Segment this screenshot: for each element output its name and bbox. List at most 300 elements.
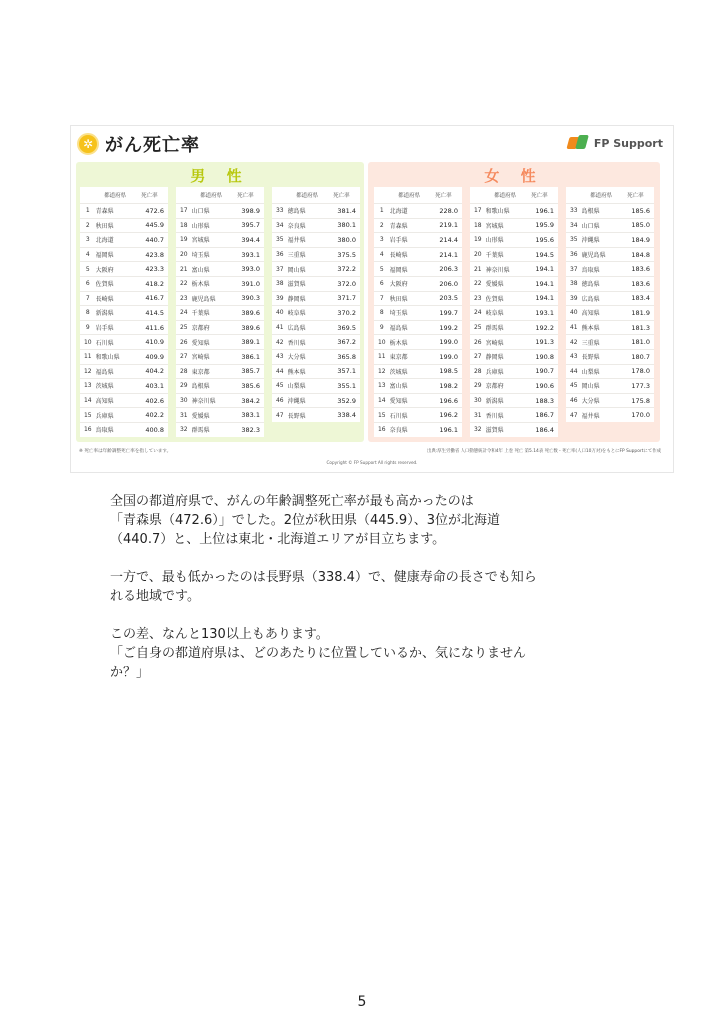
prefecture-cell: 石川県: [389, 412, 408, 420]
rank-cell: 9: [379, 324, 384, 332]
prefecture-cell: 茨城県: [95, 383, 114, 391]
table-row: [272, 393, 360, 408]
table-row: [470, 422, 558, 437]
rate-cell: 393.0: [241, 265, 260, 274]
prefecture-cell: 埼玉県: [191, 252, 210, 260]
rank-cell: 18: [179, 221, 188, 229]
rate-cell: 199.2: [439, 323, 458, 332]
prefecture-cell: 大分県: [287, 354, 306, 362]
rank-cell: 47: [569, 411, 578, 419]
rate-cell: 389.6: [241, 323, 260, 332]
rate-cell: 391.0: [241, 279, 260, 288]
table-row: [176, 393, 264, 408]
table-row: [566, 364, 654, 379]
rank-cell: 21: [179, 265, 188, 273]
prefecture-cell: 奈良県: [287, 222, 306, 230]
rank-cell: 35: [569, 236, 578, 244]
table-row: [272, 349, 360, 364]
rate-cell: 184.9: [631, 235, 650, 244]
prefecture-cell: 福井県: [287, 237, 306, 245]
rate-cell: 214.4: [439, 235, 458, 244]
rank-cell: 20: [179, 251, 188, 259]
table-row: [470, 291, 558, 306]
prefecture-cell: 山梨県: [581, 368, 600, 376]
fp-support-logo-icon: [568, 135, 590, 151]
rate-cell: 180.7: [631, 352, 650, 361]
prefecture-cell: 山形県: [191, 222, 210, 230]
rank-cell: 40: [275, 309, 284, 317]
table-row: [374, 218, 462, 233]
table-row: [176, 320, 264, 335]
prefecture-cell: 茨城県: [389, 368, 408, 376]
rank-cell: 11: [83, 353, 92, 361]
table-row: [374, 422, 462, 437]
rate-cell: 423.8: [145, 250, 164, 259]
rank-cell: 13: [83, 382, 92, 390]
rank-cell: 7: [379, 294, 384, 302]
rank-cell: 31: [473, 411, 482, 419]
rank-cell: 16: [377, 426, 386, 434]
table-row: [374, 276, 462, 291]
rate-cell: 372.2: [337, 265, 356, 274]
table-row: [566, 276, 654, 291]
rank-cell: 1: [379, 207, 384, 215]
table-row: [176, 261, 264, 276]
table-row: [176, 378, 264, 393]
prefecture-cell: 栃木県: [389, 339, 408, 347]
prefecture-cell: 島根県: [191, 383, 210, 391]
rate-cell: 383.1: [241, 411, 260, 420]
rate-cell: 390.3: [241, 294, 260, 303]
table-row: [566, 247, 654, 262]
prefecture-cell: 栃木県: [191, 281, 210, 289]
rate-cell: 369.5: [337, 323, 356, 332]
rate-cell: 410.9: [145, 338, 164, 347]
table-row: [566, 291, 654, 306]
rank-cell: 44: [275, 367, 284, 375]
prefecture-cell: 徳島県: [287, 208, 306, 216]
table-row: [176, 364, 264, 379]
rate-cell: 175.8: [631, 396, 650, 405]
rate-cell: 196.2: [439, 411, 458, 420]
table-row: [176, 232, 264, 247]
prefecture-cell: 宮城県: [191, 237, 210, 245]
rate-cell: 402.6: [145, 396, 164, 405]
prefecture-cell: 青森県: [389, 222, 408, 230]
table-row: [470, 232, 558, 247]
header-pref: 都道府県: [200, 193, 223, 199]
rank-cell: 6: [85, 280, 90, 288]
header-pref: 都道府県: [104, 193, 127, 199]
prefecture-cell: 和歌山県: [485, 208, 510, 216]
prefecture-cell: 愛知県: [389, 398, 408, 406]
prefecture-cell: 福岡県: [95, 252, 114, 260]
rank-cell: 42: [275, 338, 284, 346]
header-value: 死亡率: [333, 193, 350, 199]
table-row: [272, 247, 360, 262]
female-ranking-table: [470, 187, 558, 437]
rank-cell: 41: [569, 324, 578, 332]
rate-cell: 338.4: [337, 411, 356, 420]
table-row: [272, 232, 360, 247]
prefecture-cell: 京都府: [485, 383, 504, 391]
rate-cell: 384.2: [241, 396, 260, 405]
prefecture-cell: 東京都: [191, 368, 210, 376]
rate-cell: 190.8: [535, 352, 554, 361]
rate-cell: 199.0: [439, 338, 458, 347]
prefecture-cell: 山形県: [485, 237, 504, 245]
rate-cell: 411.6: [145, 323, 164, 332]
rate-cell: 219.1: [439, 221, 458, 230]
rank-cell: 30: [473, 397, 482, 405]
table-row: [80, 364, 168, 379]
rate-cell: 389.6: [241, 308, 260, 317]
prefecture-cell: 兵庫県: [95, 412, 114, 420]
prefecture-cell: 鳥取県: [581, 266, 600, 274]
rate-cell: 398.9: [241, 206, 260, 215]
rank-cell: 3: [85, 236, 90, 244]
prefecture-cell: 千葉県: [191, 310, 210, 318]
table-row: [80, 291, 168, 306]
rank-cell: 5: [85, 265, 90, 273]
rate-cell: 195.9: [535, 221, 554, 230]
rate-cell: 181.0: [631, 338, 650, 347]
table-row: [80, 203, 168, 218]
prefecture-cell: 高知県: [95, 398, 114, 406]
rate-cell: 400.8: [145, 425, 164, 434]
prefecture-cell: 佐賀県: [95, 281, 114, 289]
male-panel: [76, 162, 364, 442]
table-row: [374, 305, 462, 320]
rank-cell: 11: [377, 353, 386, 361]
table-row: [272, 364, 360, 379]
table-row: [272, 261, 360, 276]
table-header-row: [272, 187, 360, 203]
table-row: [80, 305, 168, 320]
prefecture-cell: 岩手県: [95, 325, 114, 333]
prefecture-cell: 福島県: [95, 368, 114, 376]
table-row: [470, 320, 558, 335]
prefecture-cell: 鹿児島県: [191, 295, 216, 303]
rank-cell: 34: [275, 221, 284, 229]
rate-cell: 185.6: [631, 206, 650, 215]
brand-name: FP Support: [593, 136, 663, 150]
rate-cell: 381.4: [337, 206, 356, 215]
rank-cell: 12: [377, 367, 386, 375]
rate-cell: 181.9: [631, 308, 650, 317]
rank-cell: 43: [569, 353, 578, 361]
table-header-row: [374, 187, 462, 203]
body-line: 全国の都道府県で、がんの年齢調整死亡率が最も高かったのは: [110, 494, 474, 509]
table-row: [272, 334, 360, 349]
rate-cell: 190.7: [535, 367, 554, 376]
prefecture-cell: 石川県: [95, 339, 114, 347]
table-row: [374, 378, 462, 393]
rate-cell: 370.2: [337, 308, 356, 317]
header-value: 死亡率: [531, 193, 548, 199]
header-pref: 都道府県: [494, 193, 517, 199]
prefecture-cell: 大阪府: [389, 281, 408, 289]
rank-cell: 38: [569, 280, 578, 288]
rate-cell: 380.0: [337, 235, 356, 244]
rank-cell: 27: [473, 353, 482, 361]
header-pref: 都道府県: [590, 193, 613, 199]
rank-cell: 6: [379, 280, 384, 288]
rank-cell: 2: [379, 221, 384, 229]
rank-cell: 23: [473, 294, 482, 302]
prefecture-cell: 埼玉県: [389, 310, 408, 318]
male-ranking-table: [176, 187, 264, 437]
table-row: [80, 393, 168, 408]
table-row: [374, 407, 462, 422]
rate-cell: 181.3: [631, 323, 650, 332]
rank-cell: 8: [85, 309, 90, 317]
rate-cell: 409.9: [145, 352, 164, 361]
table-row: [80, 320, 168, 335]
prefecture-cell: 大分県: [581, 398, 600, 406]
table-row: [80, 247, 168, 262]
header-value: 死亡率: [435, 193, 452, 199]
prefecture-cell: 高知県: [581, 310, 600, 318]
header-value: 死亡率: [141, 193, 158, 199]
rank-cell: 14: [377, 397, 386, 405]
prefecture-cell: 鹿児島県: [581, 252, 606, 260]
prefecture-cell: 宮崎県: [485, 339, 504, 347]
prefecture-cell: 島根県: [581, 208, 600, 216]
body-line: 「ご自身の都道府県は、どのあたりに位置しているか、気になりません: [110, 646, 527, 661]
prefecture-cell: 福岡県: [389, 266, 408, 274]
prefecture-cell: 神奈川県: [485, 266, 510, 274]
prefecture-cell: 香川県: [485, 412, 504, 420]
prefecture-cell: 静岡県: [287, 295, 306, 303]
body-text: [110, 492, 630, 682]
table-row: [176, 349, 264, 364]
rate-cell: 198.2: [439, 381, 458, 390]
rank-cell: 23: [179, 294, 188, 302]
prefecture-cell: 岩手県: [389, 237, 408, 245]
table-row: [80, 422, 168, 437]
rank-cell: 19: [179, 236, 188, 244]
page-number: 5: [357, 994, 367, 1010]
prefecture-cell: 滋賀県: [485, 427, 504, 435]
prefecture-cell: 沖縄県: [287, 398, 306, 406]
table-row: [470, 276, 558, 291]
rank-cell: 10: [83, 338, 92, 346]
table-row: [80, 261, 168, 276]
rank-cell: 15: [377, 411, 386, 419]
rate-cell: 423.3: [145, 265, 164, 274]
body-line: か？」: [110, 665, 150, 680]
table-row: [80, 232, 168, 247]
table-row: [272, 378, 360, 393]
table-row: [566, 218, 654, 233]
rank-cell: 39: [275, 294, 284, 302]
rank-cell: 46: [569, 397, 578, 405]
prefecture-cell: 熊本県: [581, 325, 600, 333]
rank-cell: 22: [473, 280, 482, 288]
table-row: [566, 232, 654, 247]
rate-cell: 228.0: [439, 206, 458, 215]
prefecture-cell: 広島県: [581, 295, 600, 303]
prefecture-cell: 東京都: [389, 354, 408, 362]
rate-cell: 386.1: [241, 352, 260, 361]
rank-cell: 24: [179, 309, 188, 317]
prefecture-cell: 岐阜県: [485, 310, 504, 318]
rate-cell: 357.1: [337, 367, 356, 376]
prefecture-cell: 宮城県: [485, 222, 504, 230]
rate-cell: 389.1: [241, 338, 260, 347]
rank-cell: 29: [473, 382, 482, 390]
body-line: この差、なんと130以上もあります。: [110, 627, 329, 642]
rate-cell: 414.5: [145, 308, 164, 317]
female-ranking-table: [374, 187, 462, 437]
prefecture-cell: 三重県: [581, 339, 600, 347]
prefecture-cell: 山口県: [581, 222, 600, 230]
rank-cell: 45: [275, 382, 284, 390]
rate-cell: 177.3: [631, 381, 650, 390]
infographic-header: [71, 126, 673, 162]
prefecture-cell: 兵庫県: [485, 368, 504, 376]
prefecture-cell: 奈良県: [389, 427, 408, 435]
rate-cell: 206.0: [439, 279, 458, 288]
table-row: [374, 349, 462, 364]
rank-cell: 28: [179, 367, 188, 375]
prefecture-cell: 愛媛県: [485, 281, 504, 289]
rank-cell: 22: [179, 280, 188, 288]
table-row: [470, 349, 558, 364]
table-row: [80, 349, 168, 364]
rate-cell: 395.7: [241, 221, 260, 230]
rate-cell: 186.7: [535, 411, 554, 420]
table-row: [374, 334, 462, 349]
table-row: [272, 203, 360, 218]
rate-cell: 352.9: [337, 396, 356, 405]
rate-cell: 190.6: [535, 381, 554, 390]
rank-cell: 43: [275, 353, 284, 361]
rate-cell: 188.3: [535, 396, 554, 405]
prefecture-cell: 徳島県: [581, 281, 600, 289]
prefecture-cell: 熊本県: [287, 368, 306, 376]
flower-badge-icon: ✲: [77, 133, 99, 155]
header-pref: 都道府県: [398, 193, 421, 199]
table-row: [470, 407, 558, 422]
table-row: [566, 320, 654, 335]
rate-cell: 416.7: [145, 294, 164, 303]
rate-cell: 394.4: [241, 235, 260, 244]
rank-cell: 41: [275, 324, 284, 332]
rank-cell: 4: [379, 251, 384, 259]
rate-cell: 385.6: [241, 381, 260, 390]
table-row: [272, 305, 360, 320]
rank-cell: 2: [85, 221, 90, 229]
rate-cell: 196.1: [535, 206, 554, 215]
table-row: [470, 247, 558, 262]
prefecture-cell: 鳥取県: [95, 427, 114, 435]
rate-cell: 385.7: [241, 367, 260, 376]
rank-cell: 1: [85, 207, 90, 215]
rank-cell: 12: [83, 367, 92, 375]
rank-cell: 29: [179, 382, 188, 390]
table-header-row: [80, 187, 168, 203]
table-row: [176, 291, 264, 306]
prefecture-cell: 福島県: [389, 325, 408, 333]
rate-cell: 445.9: [145, 221, 164, 230]
prefecture-cell: 愛知県: [191, 339, 210, 347]
prefecture-cell: 佐賀県: [485, 295, 504, 303]
prefecture-cell: 京都府: [191, 325, 210, 333]
footer-note: ※ 死亡率は年齢調整死亡率を指しています。: [79, 449, 172, 454]
table-row: [176, 247, 264, 262]
header-value: 死亡率: [627, 193, 644, 199]
header-value: 死亡率: [237, 193, 254, 199]
prefecture-cell: 長野県: [287, 412, 306, 420]
prefecture-cell: 新潟県: [485, 398, 504, 406]
rate-cell: 199.7: [439, 308, 458, 317]
infographic-title-group: [77, 132, 200, 156]
table-row: [470, 203, 558, 218]
body-line: 一方で、最も低かったのは長野県（338.4）で、健康寿命の長さでも知ら: [110, 570, 537, 585]
male-ranking-table: [272, 187, 360, 422]
body-line: 「青森県（472.6）」でした。2位が秋田県（445.9）、3位が北海道: [110, 513, 500, 528]
rate-cell: 418.2: [145, 279, 164, 288]
rank-cell: 14: [83, 397, 92, 405]
prefecture-cell: 山梨県: [287, 383, 306, 391]
rate-cell: 183.4: [631, 294, 650, 303]
male-ranking-table: [80, 187, 168, 437]
table-row: [566, 203, 654, 218]
rate-cell: 196.1: [439, 425, 458, 434]
rate-cell: 192.2: [535, 323, 554, 332]
rate-cell: 194.5: [535, 250, 554, 259]
prefecture-cell: 群馬県: [191, 427, 210, 435]
table-row: [272, 218, 360, 233]
rate-cell: 178.0: [631, 367, 650, 376]
rank-cell: 32: [473, 426, 482, 434]
table-row: [470, 378, 558, 393]
table-row: [374, 320, 462, 335]
footer-copyright: Copyright © FP Support All rights reserved.: [326, 460, 418, 465]
female-panel: [368, 162, 660, 442]
table-row: [80, 276, 168, 291]
rank-cell: 5: [379, 265, 384, 273]
body-line: れる地域です。: [110, 589, 200, 604]
table-row: [176, 422, 264, 437]
prefecture-cell: 福井県: [581, 412, 600, 420]
rate-cell: 371.7: [337, 294, 356, 303]
rank-cell: 40: [569, 309, 578, 317]
rank-cell: 4: [85, 251, 90, 259]
rank-cell: 38: [275, 280, 284, 288]
prefecture-cell: 静岡県: [485, 354, 504, 362]
rate-cell: 198.5: [439, 367, 458, 376]
rank-cell: 45: [569, 382, 578, 390]
rank-cell: 35: [275, 236, 284, 244]
rate-cell: 365.8: [337, 352, 356, 361]
prefecture-cell: 愛媛県: [191, 412, 210, 420]
table-row: [176, 218, 264, 233]
rank-cell: 26: [179, 338, 188, 346]
table-row: [470, 334, 558, 349]
table-row: [566, 393, 654, 408]
rank-cell: 37: [569, 265, 578, 273]
footer-source: 出典:厚生労働省 人口動態統計令和4年 上巻 死亡 第5.14表 死亡数・死亡率(人口10万対)をもとにFP Supportにて作成: [427, 449, 661, 454]
rate-cell: 170.0: [631, 411, 650, 420]
rate-cell: 375.5: [337, 250, 356, 259]
rate-cell: 183.6: [631, 279, 650, 288]
rank-cell: 19: [473, 236, 482, 244]
body-line: （440.7）と、上位は東北・北海道エリアが目立ちます。: [110, 532, 446, 547]
rank-cell: 46: [275, 397, 284, 405]
